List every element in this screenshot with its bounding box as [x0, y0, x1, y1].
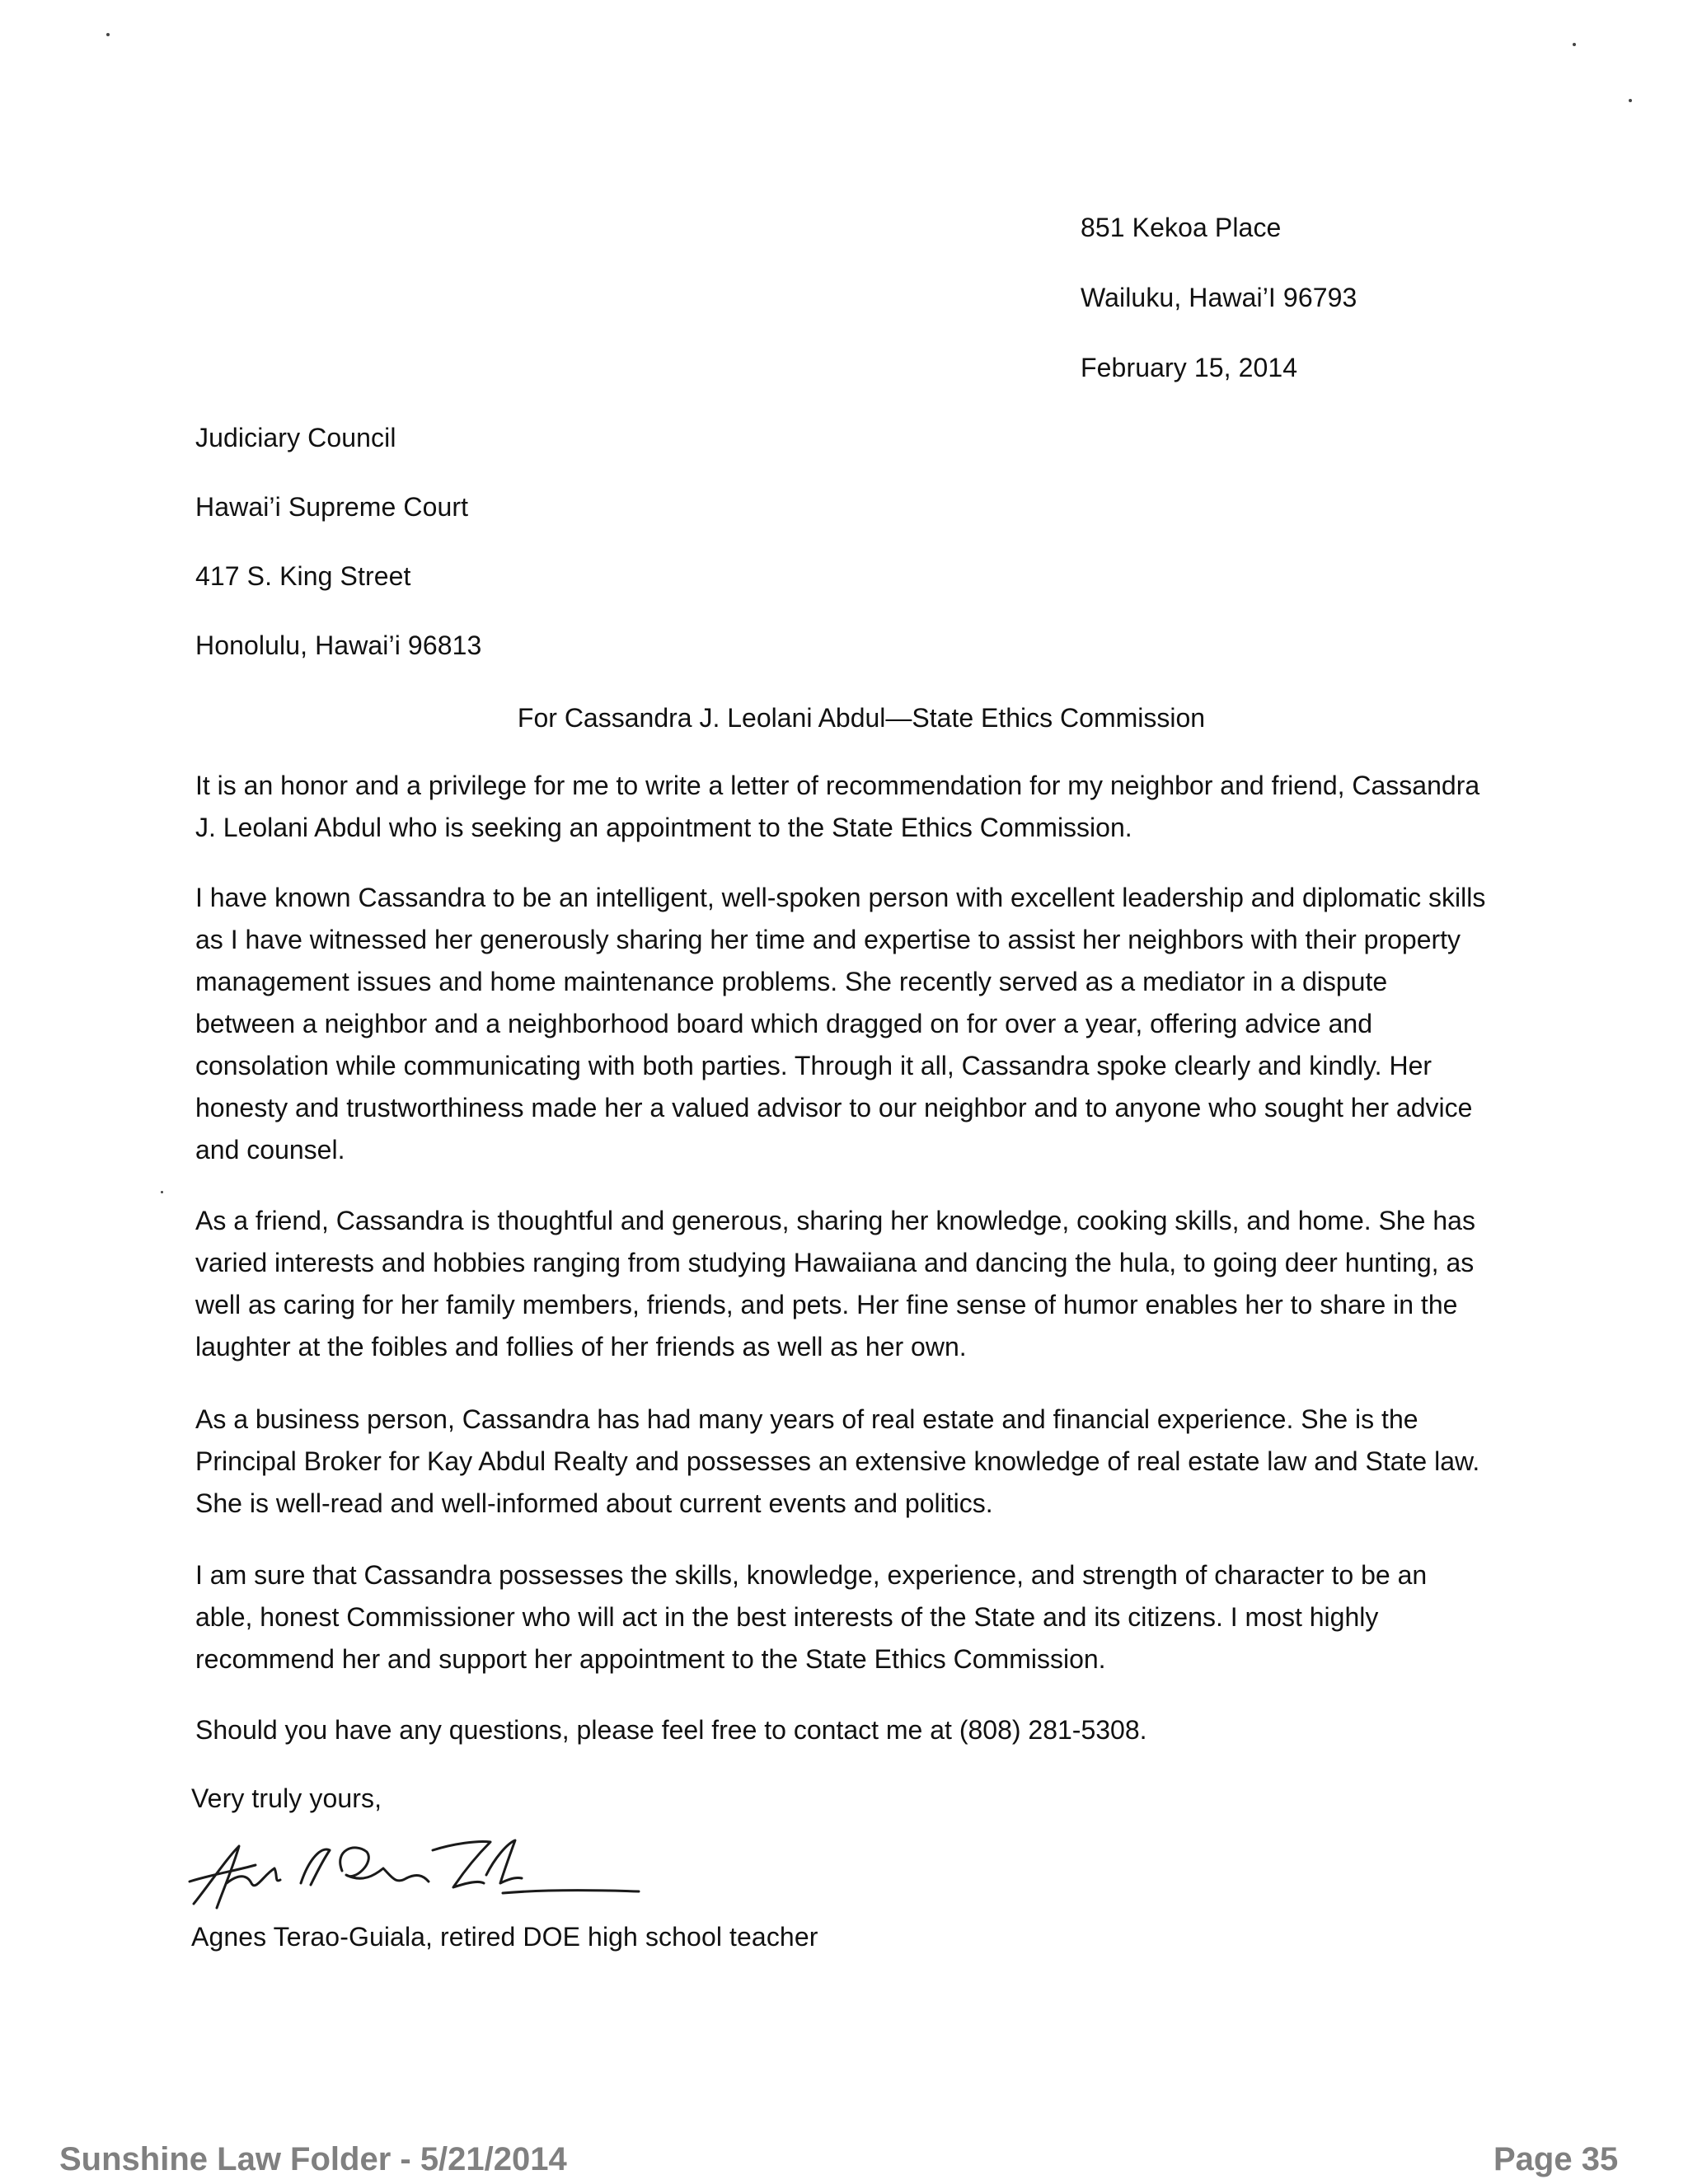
- paragraph-1: It is an honor and a privilege for me to write a letter of recommendation for my neighbor and friend, Cassandra J. Leolani Abdul who is seeking an appointment to the State Ethics Commission.: [195, 771, 1480, 842]
- scan-speck: [1629, 99, 1632, 102]
- recipient-line-1: Judiciary Council: [195, 423, 396, 452]
- handwritten-signature: [177, 1825, 655, 1916]
- scan-speck: [161, 1191, 163, 1193]
- paragraph-6: Should you have any questions, please feel free to contact me at (808) 281-5308.: [195, 1715, 1147, 1745]
- closing: Very truly yours,: [191, 1783, 382, 1813]
- subject-line: For Cassandra J. Leolani Abdul—State Ethics Commission: [517, 703, 1206, 733]
- recipient-line-3: 417 S. King Street: [195, 561, 411, 591]
- footer-folder-label: Sunshine Law Folder - 5/21/2014: [59, 2141, 567, 2177]
- signer-name-title: Agnes Terao-Guiala, retired DOE high school teacher: [191, 1922, 818, 1952]
- sender-city-line: Wailuku, Hawai’I 96793: [1081, 283, 1357, 312]
- scan-speck: [1573, 43, 1576, 46]
- scan-speck: [106, 33, 110, 36]
- paragraph-4: As a business person, Cassandra has had many years of real estate and financial experience. She is the Principal Broker for Kay Abdul Realty and possesses an extensive knowledge of real estate law and State law. She is well-read and well-informed about current events and politics.: [195, 1404, 1480, 1518]
- paragraph-2: I have known Cassandra to be an intelligent, well-spoken person with excellent leadership and diplomatic skills as I have witnessed her generously sharing her time and expertise to assist her neighbors with their property management issues and home maintenance problems. She recently served as a mediator in a dispute between a neighbor and a neighborhood board which dragged on for over a year, offering advice and consolation while communicating with both parties. Through it all, Cassandra spoke clearly and kindly. Her honesty and trustworthiness made her a valued advisor to our neighbor and to anyone who sought her advice and counsel.: [195, 883, 1486, 1165]
- recipient-line-2: Hawai’i Supreme Court: [195, 492, 469, 522]
- letter-date: February 15, 2014: [1081, 353, 1298, 382]
- sender-street: 851 Kekoa Place: [1081, 213, 1282, 242]
- paragraph-5: I am sure that Cassandra possesses the skills, knowledge, experience, and strength of character to be an able, honest Commissioner who will act in the best interests of the State and its citizens. I most highly recommend her and support her appointment to the State Ethics Commission.: [195, 1560, 1428, 1674]
- footer-page-number: Page 35: [1493, 2141, 1619, 2177]
- paragraph-3: As a friend, Cassandra is thoughtful and generous, sharing her knowledge, cooking skills, and home. She has varied interests and hobbies ranging from studying Hawaiiana and dancing the hula, to going deer hunting, as well as caring for her family members, friends, and pets. Her fine sense of humor enables her to share in the laughter at the foibles and follies of her friends as well as her own.: [195, 1206, 1475, 1361]
- recipient-line-4: Honolulu, Hawai’i 96813: [195, 630, 482, 660]
